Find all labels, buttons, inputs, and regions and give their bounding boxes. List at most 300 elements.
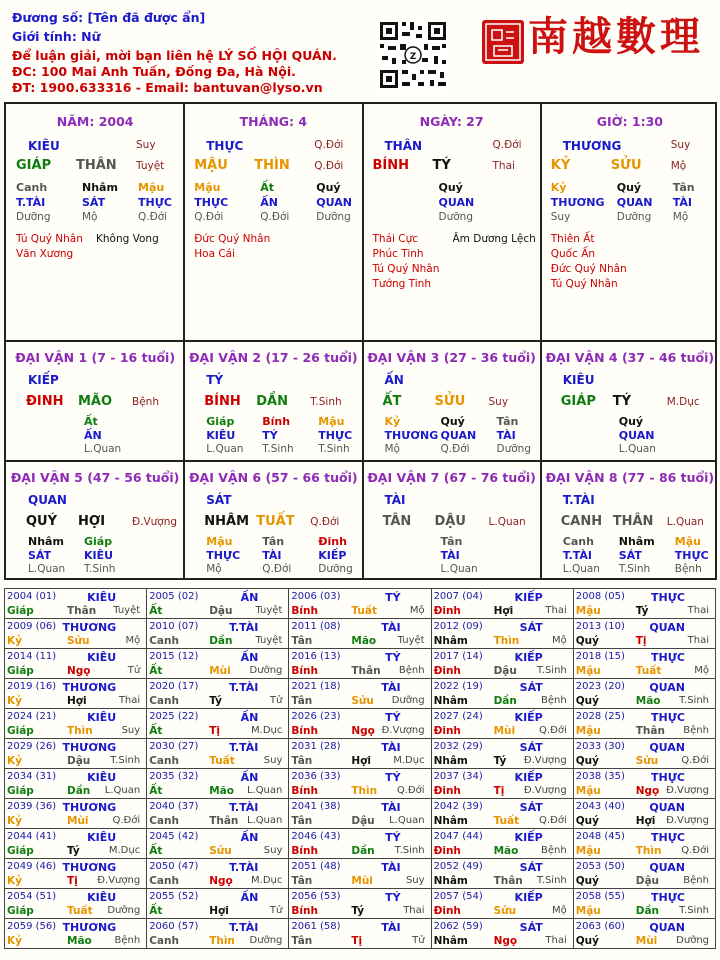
dai-van-god: ẤN <box>384 373 404 387</box>
dv-hidden-state: Mộ <box>206 563 222 575</box>
dv-hidden-stem: Tân <box>262 535 285 548</box>
dv-hidden-stem: Tân <box>496 415 519 428</box>
dai-van-title: ĐẠI VẬN 8 (77 - 86 tuổi) <box>545 470 715 485</box>
year-god: QUAN <box>649 621 685 634</box>
star-left: Hoa Cái <box>194 248 236 260</box>
year-cell-content <box>5 889 146 918</box>
year-cell-content <box>147 859 288 888</box>
star-left: Tú Quý Nhân <box>16 233 83 245</box>
year-god: TÝ <box>385 711 401 724</box>
year-stem: Giáp <box>7 785 34 797</box>
dai-van-god: TÀI <box>384 493 406 507</box>
year-cell-content <box>289 829 430 858</box>
year-state: L.Quan <box>389 815 425 826</box>
hidden-state: Dưỡng <box>438 211 473 223</box>
year-branch: Ngọ <box>67 665 91 677</box>
hidden-stem: Mậu <box>138 181 165 194</box>
year-cell-content <box>147 709 288 738</box>
hidden-state: Dưỡng <box>16 211 51 223</box>
year-state: Mộ <box>125 635 141 646</box>
year-cell <box>573 769 715 799</box>
dai-van-branch: MÃO <box>78 394 113 409</box>
year-god: ẤN <box>240 651 259 664</box>
year-state: Đ.Vượng <box>97 875 141 886</box>
year-stem: Quý <box>575 635 599 647</box>
year-god: KIẾP <box>514 891 543 904</box>
year-cell-content <box>432 889 573 918</box>
year-cell-content <box>289 889 430 918</box>
year-god: QUAN <box>649 741 685 754</box>
year-state: T.Sinh <box>536 665 567 676</box>
year-god: KIÊU <box>87 651 117 664</box>
dai-van-title: ĐẠI VẬN 6 (57 - 66 tuổi) <box>189 470 358 485</box>
year-label: 2055 (52) <box>149 891 199 902</box>
star-left: Thái Cực <box>372 233 419 245</box>
year-god: THỰC <box>651 891 685 904</box>
year-state: Q.Đới <box>396 785 425 796</box>
hidden-god: QUAN <box>438 196 475 209</box>
dai-van-god: SÁT <box>206 493 232 507</box>
year-god: QUAN <box>649 681 685 694</box>
year-god: TÝ <box>385 651 401 664</box>
year-label: 2027 (24) <box>433 711 483 722</box>
year-branch: Ngọ <box>209 875 233 887</box>
year-god: TÀI <box>381 801 401 814</box>
year-cell <box>147 649 289 679</box>
year-cell <box>431 829 573 859</box>
dai-van-state: Q.Đới <box>310 516 340 528</box>
year-label: 2032 (29) <box>433 741 483 752</box>
year-stem: Ất <box>149 905 163 917</box>
year-cell <box>5 859 147 889</box>
year-branch: Thìn <box>635 845 662 857</box>
year-god: THỰC <box>651 771 685 784</box>
year-branch: Tuất <box>351 605 377 617</box>
year-stem: Đinh <box>433 665 461 677</box>
year-label: 2037 (34) <box>433 771 483 782</box>
year-cell <box>5 739 147 769</box>
year-stem: Kỷ <box>7 815 22 827</box>
dai-van-god: KIẾP <box>28 373 59 387</box>
year-stem: Kỷ <box>7 935 22 947</box>
year-branch: Sửu <box>351 695 374 707</box>
dv-hidden-god: THỰC <box>318 429 353 442</box>
year-label: 2041 (38) <box>291 801 341 812</box>
year-label: 2057 (54) <box>433 891 483 902</box>
year-branch: Thìn <box>209 935 235 947</box>
year-god: SÁT <box>519 861 543 874</box>
star-right: Không Vong <box>96 233 159 245</box>
year-state: Suy <box>263 755 283 766</box>
dv-hidden-god: KIÊU <box>206 429 236 442</box>
year-label: 2050 (47) <box>149 861 199 872</box>
year-stem: Bính <box>291 665 318 677</box>
year-state: Tử <box>269 695 283 706</box>
year-cell <box>147 829 289 859</box>
dai-van-state: L.Quan <box>488 516 526 528</box>
year-stem: Kỷ <box>7 695 22 707</box>
year-stem: Bính <box>291 905 318 917</box>
year-stem: Nhâm <box>433 695 468 707</box>
year-stem: Đinh <box>433 845 461 857</box>
dai-van-state: Suy <box>488 396 509 408</box>
dv-hidden-state: Dưỡng <box>496 443 531 455</box>
pillar-title: NGÀY: 27 <box>419 114 484 129</box>
year-label: 2016 (13) <box>291 651 341 662</box>
header <box>0 0 720 100</box>
pillar-cell <box>6 104 184 340</box>
star-left: Phúc Tinh <box>372 248 424 260</box>
year-branch: Tý <box>635 605 649 617</box>
hidden-stem: Kỷ <box>550 181 567 194</box>
year-stem: Ất <box>149 845 163 857</box>
year-cell-content <box>147 769 288 798</box>
year-state: Bệnh <box>683 725 709 736</box>
year-god: SÁT <box>519 921 543 934</box>
year-branch: Thân <box>67 605 97 617</box>
year-cell <box>431 709 573 739</box>
year-cell-content <box>5 769 146 798</box>
year-cell-content <box>289 649 430 678</box>
year-god: TÝ <box>385 891 401 904</box>
year-branch: Mão <box>67 935 92 947</box>
year-cell <box>5 589 147 619</box>
year-cell <box>289 859 431 889</box>
year-god: QUAN <box>649 801 685 814</box>
year-state: Mộ <box>409 605 425 616</box>
dai-van-stem: QUÝ <box>26 514 58 529</box>
year-god: KIẾP <box>514 651 543 664</box>
year-cell-content <box>432 649 573 678</box>
year-stem: Tân <box>291 755 313 767</box>
year-label: 2008 (05) <box>575 591 625 602</box>
year-state: T.Sinh <box>110 755 141 766</box>
year-label: 2051 (48) <box>291 861 341 872</box>
logo-calligraphy: 南越數理 <box>528 13 704 60</box>
year-state: Đ.Vượng <box>381 725 425 736</box>
year-label: 2011 (08) <box>291 621 341 632</box>
year-state: Bệnh <box>683 875 709 886</box>
dv-hidden-god: THƯƠNG <box>384 429 439 442</box>
year-label: 2005 (02) <box>149 591 199 602</box>
pillar-cell <box>184 104 362 340</box>
year-god: SÁT <box>519 681 543 694</box>
year-cell <box>5 799 147 829</box>
year-stem: Đinh <box>433 605 461 617</box>
year-cell-content <box>5 829 146 858</box>
year-cell-content <box>432 589 573 618</box>
dv-hidden-god: KIẾP <box>318 549 347 562</box>
year-stem: Tân <box>291 935 313 947</box>
year-cell-content <box>574 589 715 618</box>
year-god: QUAN <box>649 921 685 934</box>
year-cell <box>147 919 289 949</box>
hidden-stem: Quý <box>616 181 642 194</box>
year-cell-content <box>147 589 288 618</box>
dv-hidden-stem: Giáp <box>206 415 235 428</box>
pillar-state: Q.Đới <box>492 139 522 151</box>
pillar-stem: MẬU <box>194 158 228 173</box>
dai-van-title: ĐẠI VẬN 5 (47 - 56 tuổi) <box>10 470 180 485</box>
year-label: 2045 (42) <box>149 831 199 842</box>
year-state: Mộ <box>552 635 567 646</box>
year-cell <box>5 679 147 709</box>
year-branch: Tuất <box>67 905 93 917</box>
year-cell-content <box>147 619 288 648</box>
dv-hidden-state: Bệnh <box>674 563 702 575</box>
year-god: THỰC <box>651 711 685 724</box>
hidden-god: THỰC <box>138 196 172 209</box>
pillar-branch: SỬU <box>610 158 642 173</box>
year-cell-content <box>289 679 430 708</box>
annual-luck-table <box>4 588 716 949</box>
dai-van-stem: NHÂM <box>204 514 250 529</box>
dai-van-cell <box>6 460 184 582</box>
dv-hidden-god: ẤN <box>84 429 102 442</box>
year-god: KIÊU <box>87 591 117 604</box>
year-branch: Tý <box>351 905 365 917</box>
year-cell <box>289 709 431 739</box>
dai-van-branch: DẬU <box>434 514 466 529</box>
dv-hidden-stem: Canh <box>562 535 594 548</box>
year-branch: Thân <box>351 665 381 677</box>
star-left: Tướng Tinh <box>372 278 431 290</box>
year-cell-content <box>147 799 288 828</box>
year-branch: Dần <box>67 785 91 797</box>
dai-van-cell <box>363 340 541 460</box>
year-state: T.Sinh <box>536 875 567 886</box>
year-state: Q.Đới <box>112 815 141 826</box>
year-branch: Thân <box>493 875 523 887</box>
year-god: SÁT <box>519 741 543 754</box>
phone-email-line: ĐT: 1900.633316 - Email: bantuvan@lyso.vn <box>12 80 323 95</box>
dai-van-cell <box>184 340 362 460</box>
year-stem: Đinh <box>433 905 461 917</box>
dv-hidden-state: Q.Đới <box>440 443 470 455</box>
year-branch: Hợi <box>635 815 656 827</box>
hidden-god: ẤN <box>260 196 278 209</box>
year-stem: Nhâm <box>433 935 468 947</box>
year-cell <box>289 589 431 619</box>
year-god: THƯƠNG <box>62 861 117 874</box>
dv-hidden-god: TÝ <box>262 429 278 442</box>
year-god: TÝ <box>385 771 401 784</box>
year-state: Thai <box>545 935 567 946</box>
year-state: Đ.Vượng <box>666 815 709 826</box>
table-row <box>5 919 716 949</box>
dai-van-stem: GIÁP <box>560 394 596 409</box>
year-cell-content <box>289 619 430 648</box>
hidden-god: SÁT <box>82 196 106 209</box>
dai-van-state: T.Sinh <box>310 396 342 408</box>
year-state: Tuyệt <box>397 635 425 646</box>
year-branch: Dậu <box>493 665 517 677</box>
star-left: Văn Xương <box>16 248 74 260</box>
year-cell-content <box>574 619 715 648</box>
year-stem: Canh <box>149 935 179 947</box>
year-branch: Mão <box>635 695 661 707</box>
year-stem: Mậu <box>575 845 601 857</box>
year-stem: Tân <box>291 815 313 827</box>
year-branch: Tý <box>493 755 507 767</box>
year-stem: Giáp <box>7 605 34 617</box>
dai-van-cell <box>541 340 719 460</box>
year-cell-content <box>5 709 146 738</box>
year-cell-content <box>5 859 146 888</box>
year-cell <box>573 919 715 949</box>
hidden-state: Q.Đới <box>138 211 168 223</box>
dv-hidden-stem: Kỷ <box>384 415 401 428</box>
pillar-branch-state: Tuyệt <box>136 160 165 172</box>
year-god: ẤN <box>240 771 259 784</box>
year-god: T.TÀI <box>229 741 259 754</box>
year-god: ẤN <box>240 831 259 844</box>
year-god: THƯƠNG <box>62 621 117 634</box>
year-cell <box>5 649 147 679</box>
dai-van-title: ĐẠI VẬN 1 (7 - 16 tuổi) <box>15 350 176 365</box>
year-god: ẤN <box>240 591 259 604</box>
hidden-state: Suy <box>550 211 571 223</box>
year-cell <box>289 769 431 799</box>
dv-hidden-state: Dưỡng <box>318 563 353 575</box>
dv-hidden-stem: Nhâm <box>28 535 64 548</box>
dai-van-state: Đ.Vượng <box>132 516 178 528</box>
contact-note: Để luận giải, mời bạn liên hệ LÝ SỐ HỘI QUÁN. <box>12 48 337 63</box>
year-stem: Nhâm <box>433 635 468 647</box>
year-state: Tử <box>127 665 141 676</box>
year-cell <box>431 739 573 769</box>
year-stem: Mậu <box>575 785 601 797</box>
year-stem: Quý <box>575 755 599 767</box>
year-stem: Kỷ <box>7 875 22 887</box>
year-stem: Mậu <box>575 905 601 917</box>
year-cell-content <box>574 919 715 948</box>
pillar-god: THÂN <box>384 139 423 153</box>
year-branch: Mùi <box>351 875 373 887</box>
year-cell <box>147 889 289 919</box>
dv-hidden-stem: Bính <box>262 415 291 428</box>
dai-van-branch: TUẤT <box>256 514 295 529</box>
year-god: KIẾP <box>514 591 543 604</box>
year-cell <box>573 859 715 889</box>
table-row <box>5 709 716 739</box>
year-cell-content <box>147 919 288 948</box>
year-state: Dưỡng <box>249 665 283 676</box>
year-state: Q.Đới <box>681 845 709 856</box>
year-cell <box>5 829 147 859</box>
year-god: KIÊU <box>87 891 117 904</box>
client-name: Đương số: [Tên đã được ẩn] <box>12 10 206 25</box>
year-label: 2039 (36) <box>7 801 57 812</box>
pillar-god: THƯƠNG <box>562 139 622 153</box>
year-god: TÝ <box>385 591 401 604</box>
dv-hidden-god: TÀI <box>496 429 516 442</box>
year-state: M.Dục <box>251 725 283 736</box>
year-state: Suy <box>263 845 283 856</box>
year-state: L.Quan <box>246 815 283 826</box>
year-stem: Nhâm <box>433 875 468 887</box>
year-stem: Canh <box>149 695 179 707</box>
year-branch: Thìn <box>351 785 378 797</box>
dv-hidden-state: L.Quan <box>84 443 122 455</box>
year-state: M.Dục <box>251 875 283 886</box>
year-branch: Ngọ <box>493 935 518 947</box>
year-label: 2058 (55) <box>575 891 625 902</box>
dv-hidden-state: L.Quan <box>28 563 66 575</box>
year-state: Bệnh <box>398 665 425 676</box>
year-cell <box>289 679 431 709</box>
year-label: 2024 (21) <box>7 711 57 722</box>
year-stem: Quý <box>575 935 599 947</box>
dv-hidden-stem: Nhâm <box>618 535 655 548</box>
year-god: ẤN <box>240 891 259 904</box>
year-label: 2052 (49) <box>433 861 483 872</box>
year-label: 2038 (35) <box>575 771 625 782</box>
year-label: 2062 (59) <box>433 921 483 932</box>
year-stem: Bính <box>291 725 318 737</box>
hidden-stem: Canh <box>16 181 48 194</box>
year-branch: Ngọ <box>351 725 375 737</box>
year-label: 2047 (44) <box>433 831 483 842</box>
year-label: 2004 (01) <box>7 591 57 602</box>
year-stem: Ất <box>149 785 163 797</box>
year-cell-content <box>574 889 715 918</box>
year-cell-content <box>574 679 715 708</box>
year-stem: Tân <box>291 875 313 887</box>
hidden-god: THỰC <box>194 196 229 209</box>
hidden-state: Mộ <box>672 211 689 223</box>
year-cell-content <box>147 679 288 708</box>
table-row <box>5 679 716 709</box>
year-cell <box>147 799 289 829</box>
year-cell <box>5 709 147 739</box>
year-stem: Ất <box>149 665 163 677</box>
year-state: Thai <box>687 605 709 616</box>
table-row <box>5 739 716 769</box>
pillar-state: Suy <box>670 139 691 151</box>
star-left: Quốc Ấn <box>550 248 596 260</box>
year-cell <box>573 679 715 709</box>
year-god: THƯƠNG <box>62 921 117 934</box>
year-branch: Mão <box>493 845 519 857</box>
hidden-state: Q.Đới <box>260 211 290 223</box>
year-cell <box>573 649 715 679</box>
year-cell-content <box>432 709 573 738</box>
year-cell-content <box>574 829 715 858</box>
year-label: 2059 (56) <box>7 921 57 932</box>
year-state: M.Dục <box>108 845 141 856</box>
year-label: 2014 (11) <box>7 651 57 662</box>
year-label: 2042 (39) <box>433 801 483 812</box>
year-label: 2028 (25) <box>575 711 625 722</box>
year-god: KIẾP <box>514 771 543 784</box>
year-branch: Hợi <box>351 755 371 767</box>
pillar-branch: THÌN <box>254 158 290 173</box>
year-label: 2053 (50) <box>575 861 625 872</box>
year-state: T.Sinh <box>394 845 425 856</box>
dai-van-branch: DẦN <box>256 394 288 409</box>
year-cell <box>289 619 431 649</box>
year-branch: Dậu <box>209 605 233 617</box>
year-label: 2035 (32) <box>149 771 199 782</box>
dai-van-title: ĐẠI VẬN 2 (17 - 26 tuổi) <box>189 350 358 365</box>
dai-van-cell <box>184 460 362 582</box>
year-label: 2026 (23) <box>291 711 341 722</box>
dv-hidden-stem: Mậu <box>206 535 233 548</box>
year-god: T.TÀI <box>229 621 259 634</box>
hidden-state: Dưỡng <box>316 211 351 223</box>
year-cell <box>573 739 715 769</box>
